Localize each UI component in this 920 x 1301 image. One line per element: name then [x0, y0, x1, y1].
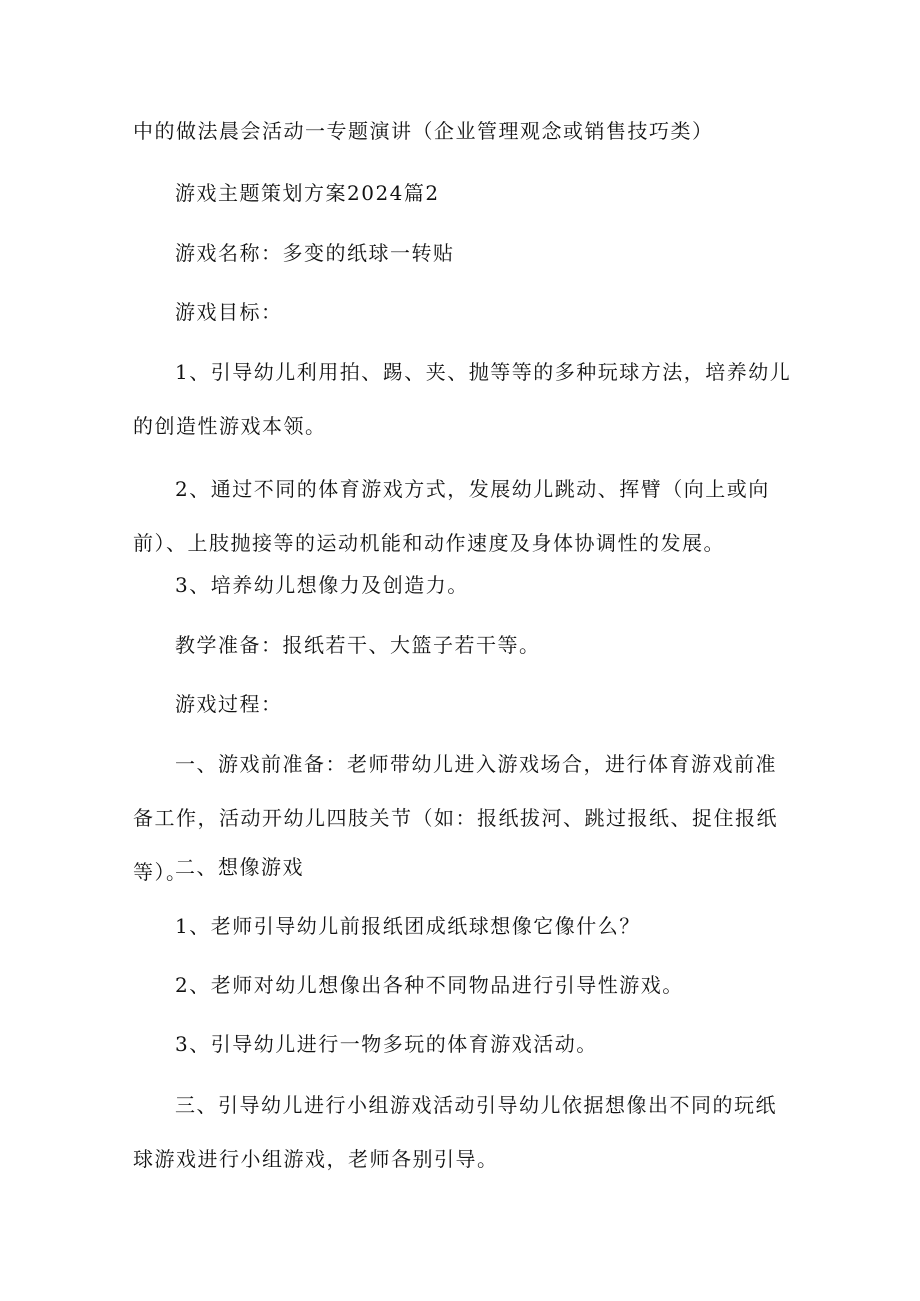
step-three: 三、引导幼儿进行小组游戏活动引导幼儿依据想像出不同的玩纸球游戏进行小组游戏，老师各别引导。	[133, 1093, 777, 1171]
teaching-preparation: 教学准备：报纸若干、大篮子若干等。	[175, 633, 541, 657]
step-two-item-3: 3、引导幼儿进行一物多玩的体育游戏活动。	[175, 1032, 598, 1056]
goal-item-1: 1、引导幼儿利用拍、踢、夹、抛等等的多种玩球方法，培养幼儿的创造性游戏本领。	[133, 360, 792, 438]
goal-item-2: 2、通过不同的体育游戏方式，发展幼儿跳动、挥臂（向上或向前）、上肢抛接等的运动机能和动作速度及身体协调性的发展。	[133, 477, 770, 555]
section-heading: 游戏主题策划方案2024篇2	[175, 181, 440, 205]
step-two-item-2: 2、老师对幼儿想像出各种不同物品进行引导性游戏。	[175, 973, 684, 997]
goals-heading: 游戏目标：	[175, 300, 283, 324]
paragraph-continuation: 中的做法晨会活动一专题演讲（企业管理观念或销售技巧类）	[133, 119, 714, 143]
step-one: 一、游戏前准备：老师带幼儿进入游戏场合，进行体育游戏前准备工作，活动开幼儿四肢关节（如：报纸拔河、跳过报纸、捉住报纸等）。	[133, 752, 778, 884]
goal-item-3: 3、培养幼儿想像力及创造力。	[175, 573, 469, 597]
step-two-item-1: 1、老师引导幼儿前报纸团成纸球想像它像什么？	[175, 914, 641, 938]
game-name: 游戏名称：多变的纸球一转贴	[175, 241, 455, 265]
step-two-heading: 二、想像游戏	[175, 855, 304, 879]
process-heading: 游戏过程：	[175, 692, 283, 716]
